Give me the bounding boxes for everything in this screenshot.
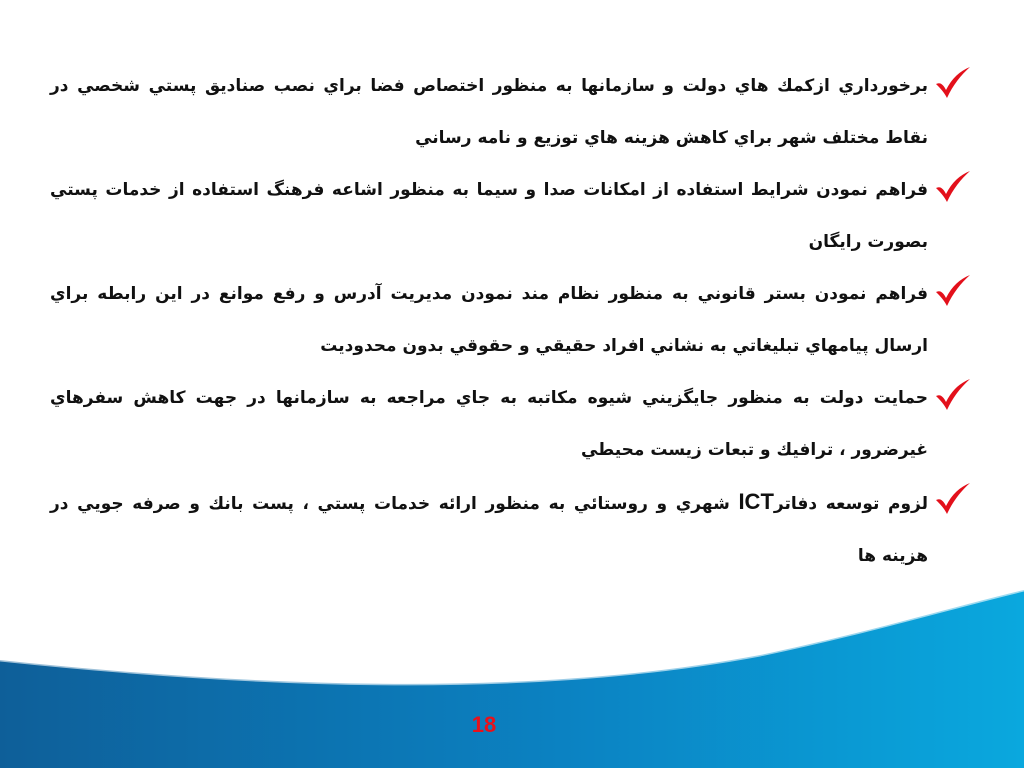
ict-term: ICT [738, 489, 774, 514]
bullet-item [50, 476, 974, 582]
bullet-list [50, 60, 974, 582]
checkmark-icon [934, 378, 972, 412]
checkmark-icon [934, 66, 972, 100]
bullet-text: برخورداري ازكمك هاي دولت و سازمانها به منظور اختصاص فضا براي نصب صناديق پستي شخصي در نقاط مختلف شهر براي كاهش هزينه هاي توزيع و نامه رساني [50, 76, 928, 148]
bullet-text: فراهم نمودن شرايط استفاده از امكانات صدا و سيما به منظور اشاعه فرهنگ استفاده از خدمات پستي بصورت رايگان [50, 180, 928, 252]
bullet-text-after: شهري و روستائي به منظور ارائه خدمات پستي ، پست بانك و صرفه جويي در هزينه ها [50, 494, 928, 566]
checkmark-icon [934, 274, 972, 308]
page-number: 18 [471, 712, 497, 737]
checkmark-icon [934, 482, 972, 516]
checkmark-icon [934, 170, 972, 204]
bullet-text: حمايت دولت به منظور جايگزيني شيوه مكاتبه به جاي مراجعه به سازمانها در جهت كاهش سفرهاي غيرضرور ، ترافيك و تبعات زيست محيطي [50, 388, 928, 460]
bullet-item [50, 60, 974, 164]
bullet-item [50, 268, 974, 372]
bullet-text-before: لزوم توسعه دفاتر [773, 494, 929, 514]
bullet-item [50, 372, 974, 476]
bullet-item [50, 164, 974, 268]
bullet-text: فراهم نمودن بستر قانوني به منظور نظام مند نمودن مديريت آدرس و رفع موانع در اين رابطه براي ارسال پيامهاي تبليغاتي به نشاني افراد حقيقي و حقوقي بدون محدوديت [50, 284, 928, 356]
